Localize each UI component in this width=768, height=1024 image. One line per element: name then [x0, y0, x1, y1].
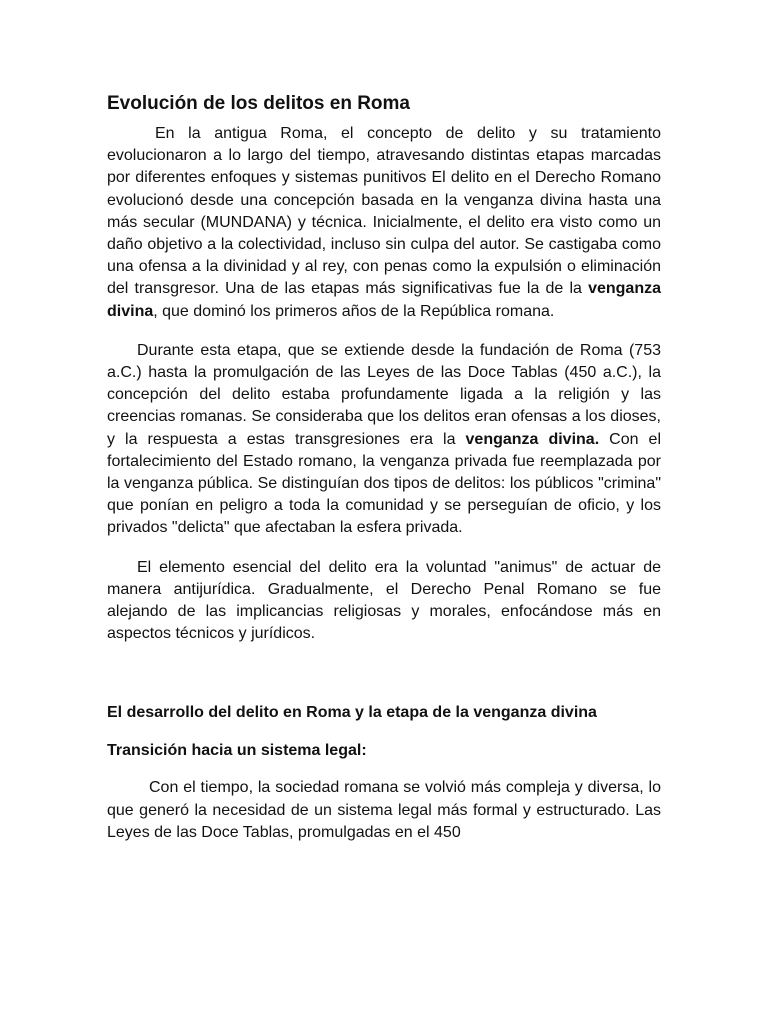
paragraph-1	[107, 123, 661, 323]
paragraph-3: El elemento esencial del delito era la voluntad "animus" de actuar de manera antijurídica. Gradualmente, el Derecho Penal Romano se fue alejando de las implicancias religiosas y morales, enfocándose más en aspectos técnicos y jurídicos.	[107, 558, 661, 643]
paragraph-1-text-a: En la antigua Roma, el concepto de delito y su tratamiento evolucionaron a lo largo del tiempo, atravesando distintas etapas marcadas por diferentes enfoques y sistemas punitivos El delito en el Derecho Romano evolucionó desde una concepción basada en la venganza divina hasta una más secular (MUNDANA) y técnica. Inicialmente, el delito era visto como un daño objetivo a la colectividad, incluso sin culpa del autor. Se castigaba como una ofensa a la divinidad y al rey, con penas como la expulsión o eliminación del transgresor. Una de las etapas más significativas fue la de la	[107, 125, 661, 298]
document-title: Evolución de los delitos en Roma	[107, 93, 410, 114]
paragraph-1-bold: venganza divina	[107, 280, 661, 320]
section-heading: El desarrollo del delito en Roma y la etapa de la venganza divina	[107, 704, 597, 722]
paragraph-2-bold: venganza divina.	[465, 430, 600, 448]
paragraph-2	[107, 340, 661, 540]
paragraph-2-text-a: Durante esta etapa, que se extiende desde la fundación de Roma (753 a.C.) hasta la promulgación de las Leyes de las Doce Tablas (450 a.C.), la concepción del delito estaba profundamente ligada a la religión y las creencias romanas. Se consideraba que los delitos eran ofensas a los dioses, y la respuesta a estas transgresiones era la	[107, 341, 661, 448]
subsection-heading: Transición hacia un sistema legal:	[107, 742, 367, 760]
paragraph-2-text-b: Con el fortalecimiento del Estado romano, la venganza privada fue reemplazada por la venganza pública. Se distinguían dos tipos de delitos: los públicos "crimina" que ponían en peligro a toda la comunidad y se perseguían de oficio, y los privados "delicta" que afectaban la esfera privada.	[107, 430, 661, 537]
document-body	[107, 90, 661, 844]
paragraph-4: Con el tiempo, la sociedad romana se volvió más compleja y diversa, lo que generó la necesidad de un sistema legal más formal y estructurado. Las Leyes de las Doce Tablas, promulgadas en el 450	[107, 779, 661, 841]
paragraph-1-text-b: , que dominó los primeros años de la República romana.	[153, 302, 555, 320]
